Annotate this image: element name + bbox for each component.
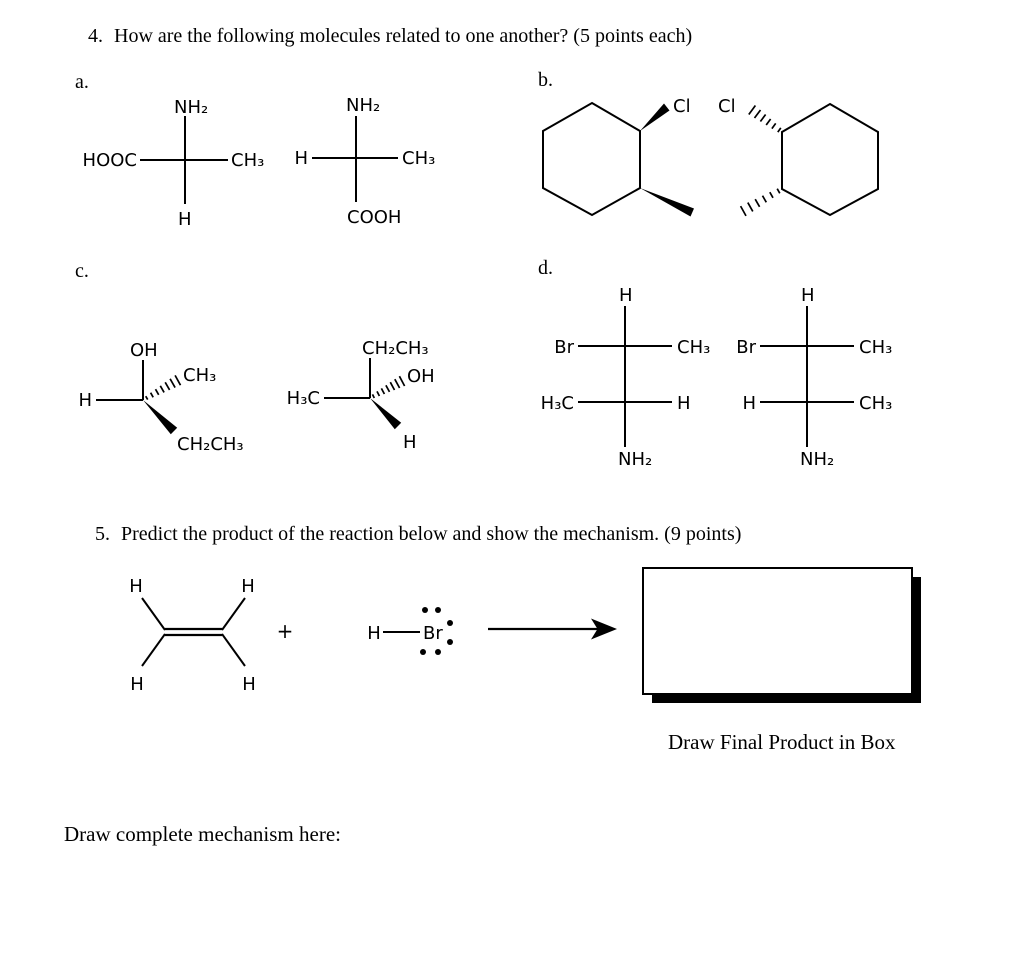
lone-pair-dot xyxy=(435,649,441,655)
box-caption: Draw Final Product in Box xyxy=(668,730,896,754)
atom-label: Cl xyxy=(718,96,736,117)
atom-label: CH₃ xyxy=(183,365,217,386)
bond xyxy=(222,634,245,666)
lone-pair-dot xyxy=(420,649,426,655)
hashed-wedge-bond xyxy=(373,376,405,398)
molecule-a2 xyxy=(285,88,465,233)
bond xyxy=(142,634,165,666)
atom-label: CH₃ xyxy=(677,337,711,358)
atom-label: CH₂CH₃ xyxy=(177,434,244,455)
molecule-b1 xyxy=(533,85,718,235)
atom-label: H xyxy=(242,674,256,695)
atom-label: HOOC xyxy=(82,150,137,171)
lone-pair-dot xyxy=(447,620,453,626)
atom-label: CH₃ xyxy=(231,150,265,171)
atom-label: H₃C xyxy=(540,393,574,414)
plus-sign: + xyxy=(276,619,294,643)
bond xyxy=(222,598,245,630)
part-c-label: c. xyxy=(75,260,89,282)
question-4-number: 4. xyxy=(88,25,103,47)
atom-label: OH xyxy=(130,340,158,361)
bold-wedge-bond xyxy=(640,104,670,132)
atom-label: NH₂ xyxy=(800,449,835,470)
hashed-wedge-bond xyxy=(741,189,780,216)
hashed-wedge-bond xyxy=(146,375,181,399)
atom-label: H xyxy=(130,674,144,695)
atom-label: H₃C xyxy=(286,388,320,409)
atom-label: H xyxy=(677,393,691,414)
molecule-c1 xyxy=(68,330,278,465)
atom-label: NH₂ xyxy=(174,97,209,118)
lone-pair-dot xyxy=(435,607,441,613)
lone-pair-dot xyxy=(447,639,453,645)
atom-label: Br xyxy=(554,337,574,358)
question-5-title xyxy=(95,523,741,546)
molecule-c2 xyxy=(283,330,483,460)
lone-pair-dot xyxy=(422,607,428,613)
atom-label: CH₃ xyxy=(402,148,436,169)
atom-label: COOH xyxy=(347,207,402,228)
mechanism-prompt: Draw complete mechanism here: xyxy=(64,822,341,846)
atom-label: CH₃ xyxy=(859,337,893,358)
question-5-text: Predict the product of the reaction below and show the mechanism. (9 points) xyxy=(121,523,742,545)
molecule-d1 xyxy=(535,275,725,475)
atom-label: H xyxy=(294,148,308,169)
question-5-number: 5. xyxy=(95,523,110,545)
bold-wedge-bond xyxy=(640,188,694,217)
atom-label: Cl xyxy=(673,96,691,117)
bold-wedge-bond xyxy=(143,400,177,434)
bond xyxy=(142,598,165,630)
atom-label: NH₂ xyxy=(618,449,653,470)
hashed-wedge-bond xyxy=(749,106,781,133)
atom-label: H xyxy=(742,393,756,414)
molecule-a1 xyxy=(70,88,280,233)
part-b-label: b. xyxy=(538,69,553,91)
atom-label: H xyxy=(619,285,633,306)
atom-label: H xyxy=(241,576,255,597)
part-a-label: a. xyxy=(75,71,89,93)
atom-label: Br xyxy=(736,337,756,358)
atom-label: H xyxy=(801,285,815,306)
cyclohexane-ring xyxy=(543,103,640,215)
part-d-label: d. xyxy=(538,257,553,279)
question-4-title xyxy=(88,25,692,48)
final-product-answer-box[interactable] xyxy=(642,567,913,695)
atom-label: H xyxy=(367,623,381,644)
atom-label: NH₂ xyxy=(346,95,381,116)
molecule-b2 xyxy=(713,85,908,235)
molecule-d2 xyxy=(718,275,913,475)
question-4-text: How are the following molecules related to one another? (5 points each) xyxy=(114,25,693,47)
atom-label: H xyxy=(178,209,192,230)
atom-label: CH₂CH₃ xyxy=(362,338,429,359)
atom-label: H xyxy=(78,390,92,411)
atom-label: OH xyxy=(407,366,435,387)
atom-label: H xyxy=(129,576,143,597)
cyclohexane-ring xyxy=(782,104,878,215)
atom-label: Br xyxy=(423,623,443,644)
reaction-scheme xyxy=(100,565,640,705)
atom-label: H xyxy=(403,432,417,453)
atom-label: CH₃ xyxy=(859,393,893,414)
bold-wedge-bond xyxy=(370,398,401,429)
